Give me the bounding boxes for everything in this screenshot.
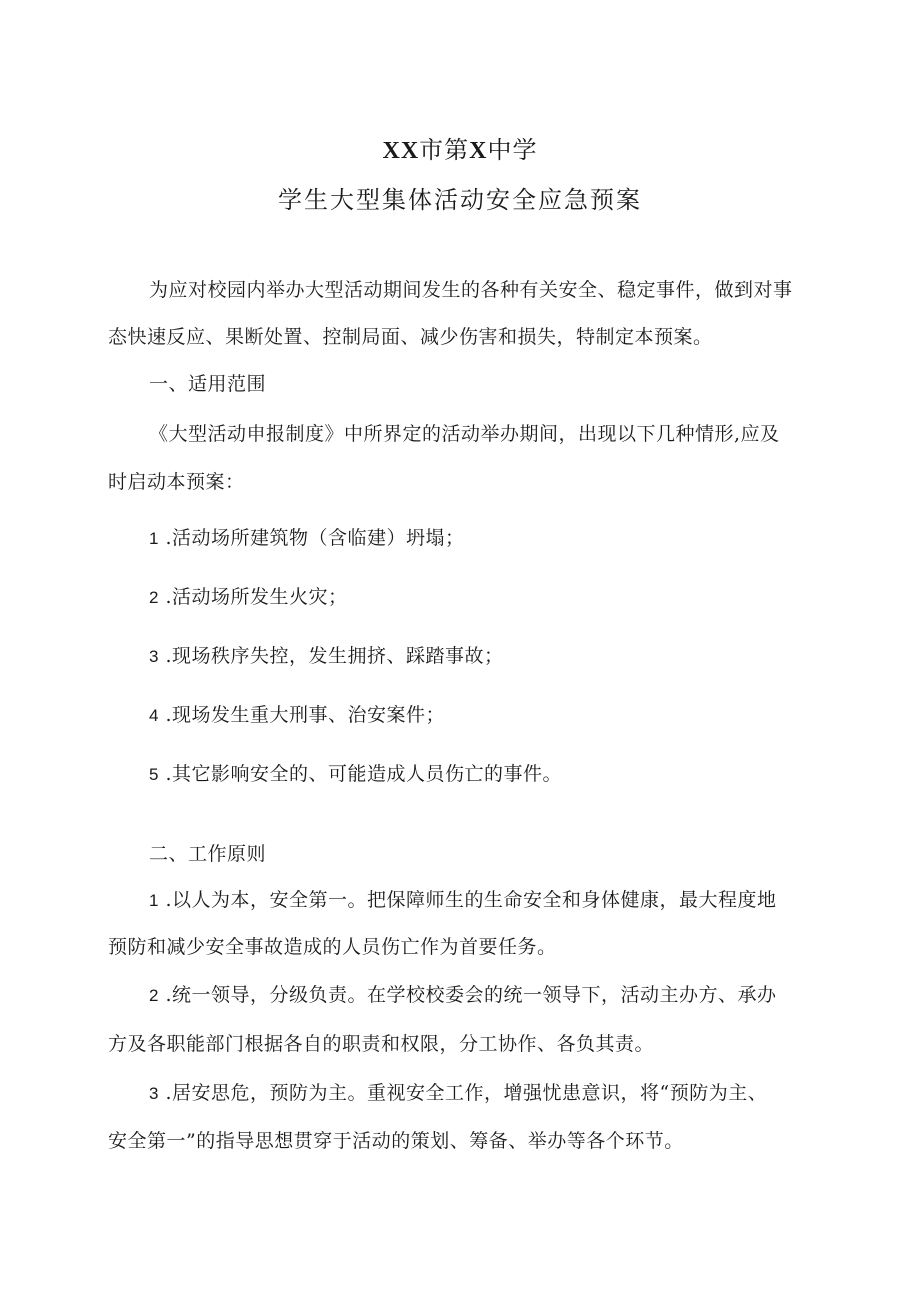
list-item: [149, 760, 859, 789]
list-item-number: 2: [149, 588, 159, 607]
principle-3-line-2: 安全第一”的指导思想贯穿于活动的策划、筹备、举办等各个环节。: [108, 1130, 684, 1152]
principle-text: .居安思危，预防为主。重视安全工作，增强忧患意识，将“预防为主、: [165, 1082, 768, 1104]
list-item: [149, 642, 859, 671]
principle-1-line-1: [149, 886, 859, 915]
title-school: [0, 130, 920, 165]
principle-2-line-2: 方及各职能部门根据各自的职责和权限，分工协作、各负其责。: [108, 1033, 655, 1055]
section-2-heading: 二、工作原则: [149, 843, 267, 865]
list-item-number: 3: [149, 647, 159, 666]
intro-line-1: 为应对校园内举办大型活动期间发生的各种有关安全、稳定事件，做到对事: [149, 279, 793, 301]
principle-number: 1: [149, 891, 159, 910]
title-document: 学生大型集体活动安全应急预案: [278, 186, 642, 214]
principle-text: .以人为本，安全第一。把保障师生的生命安全和身体健康，最大程度地: [165, 889, 777, 911]
principle-1-line-2: 预防和减少安全事故造成的人员伤亡作为首要任务。: [108, 936, 557, 958]
list-item-text: .现场发生重大刑事、治安案件；: [165, 704, 446, 726]
principle-2-line-1: [149, 981, 859, 1010]
list-item-text: .其它影响安全的、可能造成人员伤亡的事件。: [165, 763, 563, 785]
title-city: 市第: [419, 136, 470, 164]
section-1-heading: 一、适用范围: [149, 373, 267, 395]
list-item-number: 1: [149, 529, 159, 548]
list-item-number: 4: [149, 706, 159, 725]
principle-number: 3: [149, 1084, 159, 1103]
list-item: [149, 524, 859, 553]
list-item-text: .现场秩序失控，发生拥挤、踩踏事故；: [165, 645, 504, 667]
list-item: [149, 701, 859, 730]
list-item-number: 5: [149, 765, 159, 784]
list-item-text: .活动场所建筑物（含临建）坍塌；: [165, 527, 465, 549]
title-x: X: [469, 138, 488, 164]
section-1-text-line-1: 《大型活动申报制度》中所界定的活动举办期间，出现以下几种情形,应及: [149, 423, 780, 445]
section-1-text-line-2: 时启动本预案：: [108, 471, 245, 493]
title-xx: XX: [382, 138, 420, 164]
principle-text: .统一领导，分级负责。在学校校委会的统一领导下，活动主办方、承办: [165, 984, 777, 1006]
list-item: [149, 583, 859, 612]
principle-number: 2: [149, 986, 159, 1005]
title-school-suffix: 中学: [487, 136, 538, 164]
list-item-text: .活动场所发生火灾；: [165, 586, 348, 608]
intro-line-2: 态快速反应、果断处置、控制局面、减少伤害和损失，特制定本预案。: [108, 326, 713, 348]
principle-3-line-1: [149, 1079, 859, 1108]
